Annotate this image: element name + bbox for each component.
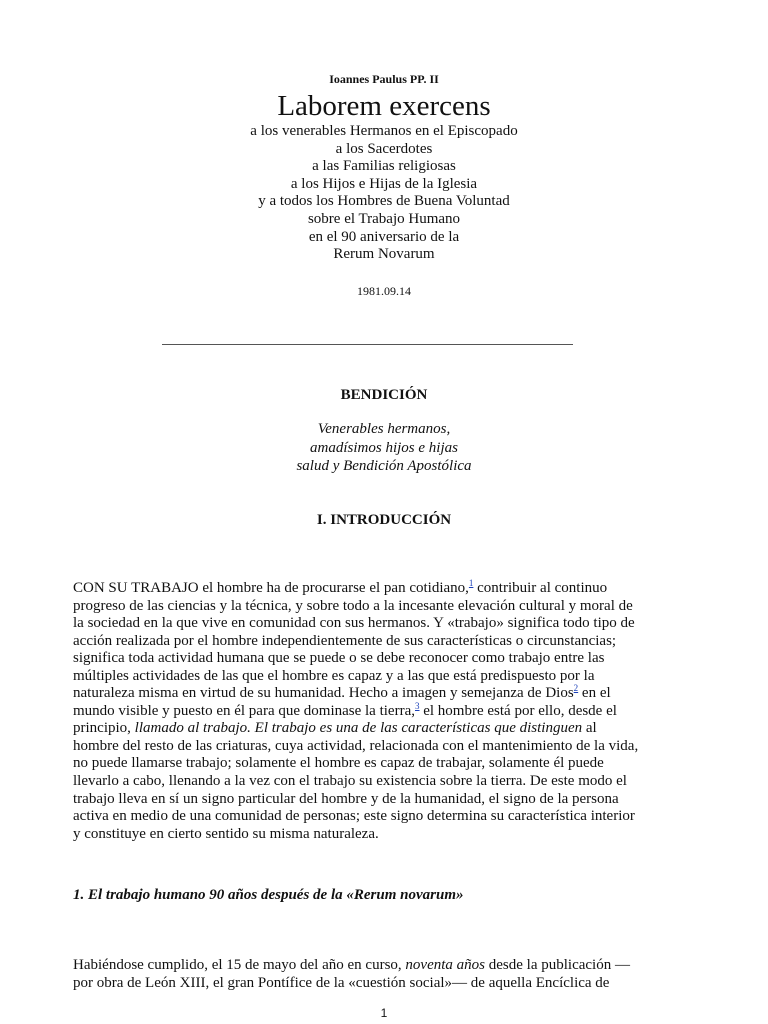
dedication-line: a los Hijos e Hijas de la Iglesia bbox=[290, 175, 478, 192]
paragraph-line: progreso de las ciencias y la técnica, y sobre todo a la incesante elevación cultural y moral de bbox=[73, 597, 633, 614]
text-run: en el bbox=[578, 685, 611, 702]
paragraph-line: y constituye en cierto sentido su misma naturaleza. bbox=[73, 825, 379, 842]
paragraph-line: activa en medio de una comunidad de personas; este signo determina su característica interior bbox=[73, 808, 635, 825]
paragraph-line: acción realizada por el hombre independientemente de sus características o circunstancias; bbox=[73, 632, 617, 649]
text-run: naturaleza misma en virtud de su humanidad. Hecho a imagen y semejanza de Dios bbox=[73, 685, 574, 702]
greeting-line: salud y Bendición Apostólica bbox=[296, 458, 472, 474]
page-number: 1 bbox=[380, 1006, 388, 1020]
greeting-block bbox=[0, 420, 768, 476]
footnote-link[interactable]: 2 bbox=[573, 683, 579, 694]
document-date: 1981.09.14 bbox=[357, 284, 411, 298]
dedication-line: en el 90 aniversario de la bbox=[308, 228, 460, 245]
paragraph-line: trabajo lleva en sí un signo particular del hombre y de la humanidad, el signo de la persona bbox=[73, 790, 619, 807]
text-run: al bbox=[582, 720, 597, 737]
paragraph-line bbox=[73, 700, 703, 721]
paragraph-line: por obra de León XIII, el gran Pontífice de la «cuestión social»— de aquella Encíclica de bbox=[73, 974, 610, 991]
horizontal-rule bbox=[162, 344, 573, 345]
paragraph-line bbox=[73, 685, 703, 703]
greeting-line: Venerables hermanos, bbox=[317, 421, 451, 437]
dedication-line: Rerum Novarum bbox=[333, 246, 435, 263]
introduction-heading: I. INTRODUCCIÓN bbox=[316, 512, 452, 528]
dedication-block bbox=[0, 123, 768, 264]
italic-text-run: llamado al trabajo. El trabajo es una de las características que distinguen bbox=[134, 720, 583, 737]
paragraph-line bbox=[73, 957, 703, 975]
footnote-link[interactable]: 1 bbox=[468, 578, 474, 588]
italic-text-run: noventa años bbox=[405, 957, 485, 973]
dedication-line: y a todos los Hombres de Buena Voluntad bbox=[258, 193, 510, 210]
paragraph-line bbox=[73, 580, 703, 598]
text-run: CON SU TRABAJO el hombre ha de procurarse el pan cotidiano, bbox=[73, 580, 469, 596]
dedication-line: a los Sacerdotes bbox=[335, 140, 433, 157]
paragraph-line: hombre del resto de las criaturas, cuya actividad, relacionada con el mantenimiento de la vida, bbox=[73, 737, 639, 754]
text-run: el hombre está por ello, desde el bbox=[419, 702, 617, 719]
dedication-line: sobre el Trabajo Humano bbox=[307, 210, 461, 227]
text-run: desde la publicación — bbox=[485, 957, 630, 973]
text-run: principio, bbox=[73, 720, 135, 737]
paragraph-line: no puede llamarse trabajo; solamente el hombre es capaz de trabajar, solamente él puede bbox=[73, 755, 604, 772]
text-run: contribuir al continuo bbox=[473, 580, 608, 596]
paragraph-line: significa toda actividad humana que se puede o se debe reconocer como trabajo entre las bbox=[73, 650, 605, 667]
blessing-heading: BENDICIÓN bbox=[340, 387, 428, 403]
section-paragraph bbox=[73, 957, 703, 992]
paragraph-line: múltiples actividades de las que el hombre es capaz y a las que está predispuesto por la bbox=[73, 667, 595, 684]
author: Ioannes Paulus PP. II bbox=[329, 72, 439, 86]
paragraph-line bbox=[73, 720, 703, 738]
text-run: mundo visible y puesto en él para que dominase la tierra, bbox=[73, 702, 415, 719]
dedication-line: a los venerables Hermanos en el Episcopado bbox=[250, 123, 518, 139]
text-run: Habiéndose cumplido, el 15 de mayo del año en curso, bbox=[73, 957, 406, 973]
section-heading: 1. El trabajo humano 90 años después de la «Rerum novarum» bbox=[73, 887, 464, 903]
greeting-line: amadísimos hijos e hijas bbox=[310, 439, 458, 456]
document-title: Laborem exercens bbox=[277, 90, 491, 122]
dedication-line: a las Familias religiosas bbox=[312, 158, 456, 175]
footnote-link[interactable]: 3 bbox=[414, 700, 420, 711]
introduction-paragraph bbox=[73, 580, 703, 843]
paragraph-line: llevarlo a cabo, llenando a la vez con el trabajo su existencia sobre la tierra. De este modo el bbox=[73, 773, 627, 790]
paragraph-line: la sociedad en la que vive en comunidad con sus hermanos. Y «trabajo» significa todo tipo de bbox=[73, 615, 635, 632]
